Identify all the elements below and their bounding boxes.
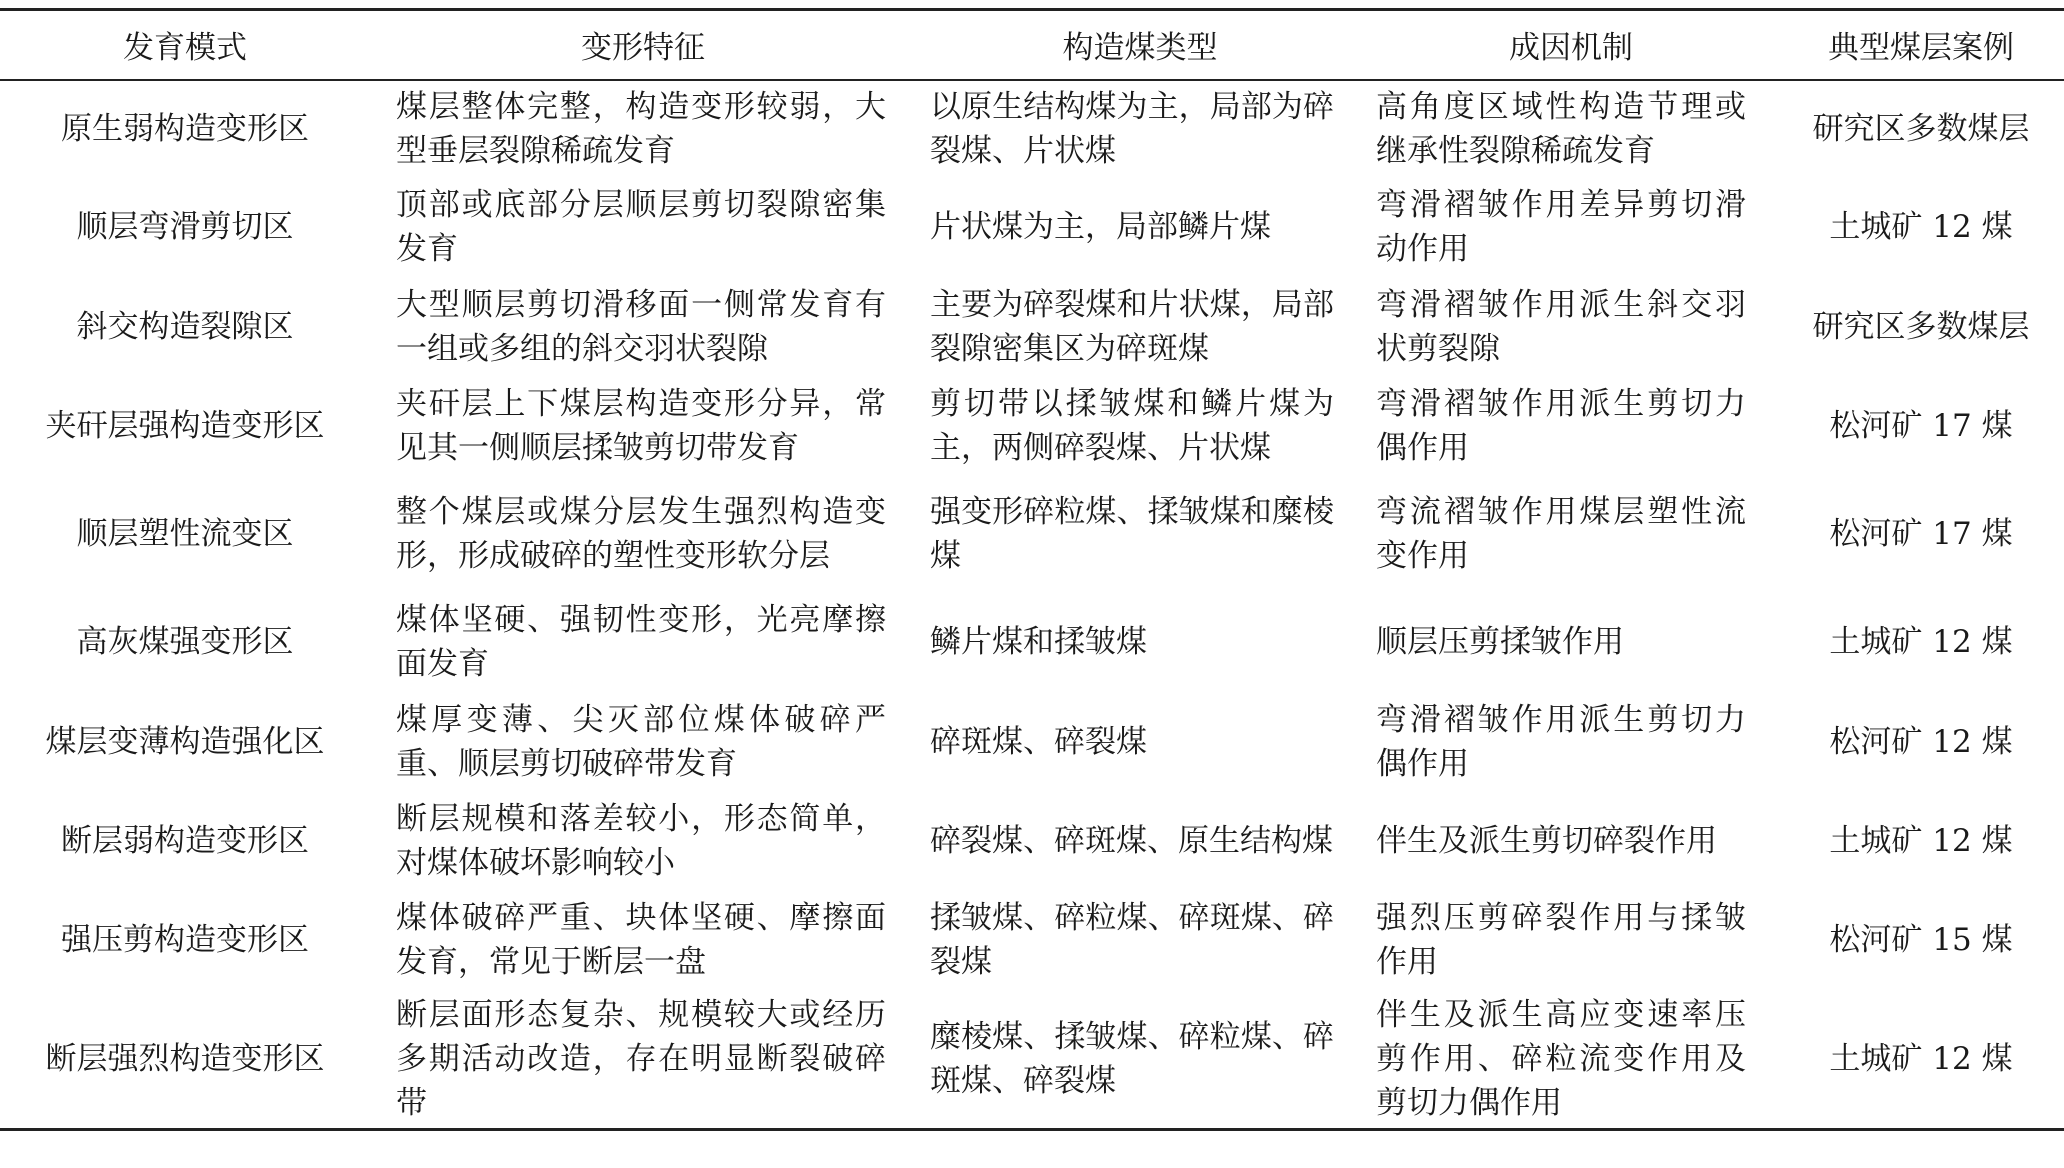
cell-mode: 顺层弯滑剪切区 <box>76 209 294 245</box>
cell-mode: 原生弱构造变形区 <box>61 111 309 147</box>
table-row <box>0 178 2064 277</box>
cell-case: 松河矿 12 煤 <box>1829 723 2013 760</box>
cell-feature: 煤层整体完整，构造变形较弱，大型垂层裂隙稀疏发育 <box>396 89 886 169</box>
cell-mechanism: 伴生及派生剪切碎裂作用 <box>1376 823 1717 859</box>
cell-coal-type: 片状煤为主，局部鳞片煤 <box>930 209 1271 245</box>
cell-mechanism: 弯滑褶皱作用派生斜交羽状剪裂隙 <box>1376 286 1746 367</box>
cell-feature: 断层规模和落差较小，形态简单，对煤体破坏影响较小 <box>396 801 886 881</box>
cell-mechanism: 弯流褶皱作用煤层塑性流变作用 <box>1376 494 1746 574</box>
header-case: 典型煤层案例 <box>1778 10 2064 80</box>
table-row <box>0 277 2064 377</box>
cell-case: 土城矿 12 煤 <box>1829 623 2013 660</box>
cell-coal-type: 以原生结构煤为主，局部为碎裂煤、片状煤 <box>930 89 1334 169</box>
cell-mode: 斜交构造裂隙区 <box>76 308 294 345</box>
header-mechanism: 成因机制 <box>1364 10 1778 80</box>
table-row <box>0 476 2064 593</box>
table-row <box>0 990 2064 1130</box>
cell-mechanism: 高角度区域性构造节理或继承性裂隙稀疏发育 <box>1376 89 1746 169</box>
cell-coal-type: 碎斑煤、碎裂煤 <box>930 723 1147 760</box>
cell-coal-type: 揉皱煤、碎粒煤、碎斑煤、碎裂煤 <box>930 899 1334 980</box>
cell-case: 松河矿 15 煤 <box>1829 921 2013 958</box>
cell-mode: 顺层塑性流变区 <box>76 516 294 552</box>
cell-coal-type: 剪切带以揉皱煤和鳞片煤为主，两侧碎裂煤、片状煤 <box>930 386 1334 466</box>
header-feature: 变形特征 <box>370 10 916 80</box>
cell-coal-type: 强变形碎粒煤、揉皱煤和糜棱煤 <box>930 494 1334 574</box>
cell-feature: 夹矸层上下煤层构造变形分异，常见其一侧顺层揉皱剪切带发育 <box>396 386 886 466</box>
cell-mechanism: 顺层压剪揉皱作用 <box>1376 623 1624 660</box>
cell-coal-type: 碎裂煤、碎斑煤、原生结构煤 <box>930 823 1333 859</box>
header-mode: 发育模式 <box>0 10 370 80</box>
table-row <box>0 593 2064 691</box>
coal-development-mode-table <box>0 8 2064 1131</box>
cell-feature: 煤厚变薄、尖灭部位煤体破碎严重、顺层剪切破碎带发育 <box>396 701 886 782</box>
header-coal-type: 构造煤类型 <box>916 10 1364 80</box>
cell-case: 研究区多数煤层 <box>1812 111 2030 147</box>
cell-mode: 高灰煤强变形区 <box>76 623 294 660</box>
cell-feature: 断层面形态复杂、规模较大或经历多期活动改造，存在明显断裂破碎带 <box>370 990 916 1130</box>
cell-case: 松河矿 17 煤 <box>1829 408 2013 444</box>
cell-feature: 顶部或底部分层顺层剪切裂隙密集发育 <box>396 187 886 267</box>
cell-case: 松河矿 17 煤 <box>1829 516 2013 552</box>
table-row <box>0 377 2064 476</box>
cell-case: 土城矿 12 煤 <box>1829 209 2013 245</box>
cell-mechanism: 弯滑褶皱作用差异剪切滑动作用 <box>1376 187 1746 267</box>
cell-mechanism: 强烈压剪碎裂作用与揉皱作用 <box>1376 899 1746 980</box>
cell-mode: 断层弱构造变形区 <box>61 823 309 859</box>
table-row <box>0 691 2064 793</box>
cell-mode: 断层强烈构造变形区 <box>0 990 370 1130</box>
table-row <box>0 793 2064 890</box>
table-header-row <box>0 10 2064 80</box>
table-row <box>0 890 2064 990</box>
cell-mechanism: 弯滑褶皱作用派生剪切力偶作用 <box>1376 386 1746 466</box>
cell-feature: 煤体坚硬、强韧性变形，光亮摩擦面发育 <box>396 601 886 682</box>
cell-feature: 大型顺层剪切滑移面一侧常发育有一组或多组的斜交羽状裂隙 <box>396 286 886 367</box>
cell-mode: 强压剪构造变形区 <box>61 921 309 958</box>
cell-mode: 煤层变薄构造强化区 <box>45 723 325 760</box>
cell-mode: 夹矸层强构造变形区 <box>45 408 325 444</box>
cell-coal-type: 鳞片煤和揉皱煤 <box>930 623 1147 660</box>
cell-coal-type: 糜棱煤、揉皱煤、碎粒煤、碎斑煤、碎裂煤 <box>916 990 1364 1130</box>
cell-case: 研究区多数煤层 <box>1812 308 2030 345</box>
cell-mechanism: 伴生及派生高应变速率压剪作用、碎粒流变作用及剪切力偶作用 <box>1364 990 1778 1130</box>
cell-case: 土城矿 12 煤 <box>1778 990 2064 1130</box>
cell-case: 土城矿 12 煤 <box>1829 823 2013 859</box>
coal-development-mode-table-container <box>0 8 2064 1131</box>
table-row <box>0 80 2064 178</box>
cell-coal-type: 主要为碎裂煤和片状煤，局部裂隙密集区为碎斑煤 <box>930 286 1334 367</box>
cell-mechanism: 弯滑褶皱作用派生剪切力偶作用 <box>1376 701 1746 782</box>
cell-feature: 整个煤层或煤分层发生强烈构造变形，形成破碎的塑性变形软分层 <box>396 494 886 574</box>
cell-feature: 煤体破碎严重、块体坚硬、摩擦面发育，常见于断层一盘 <box>396 899 886 980</box>
